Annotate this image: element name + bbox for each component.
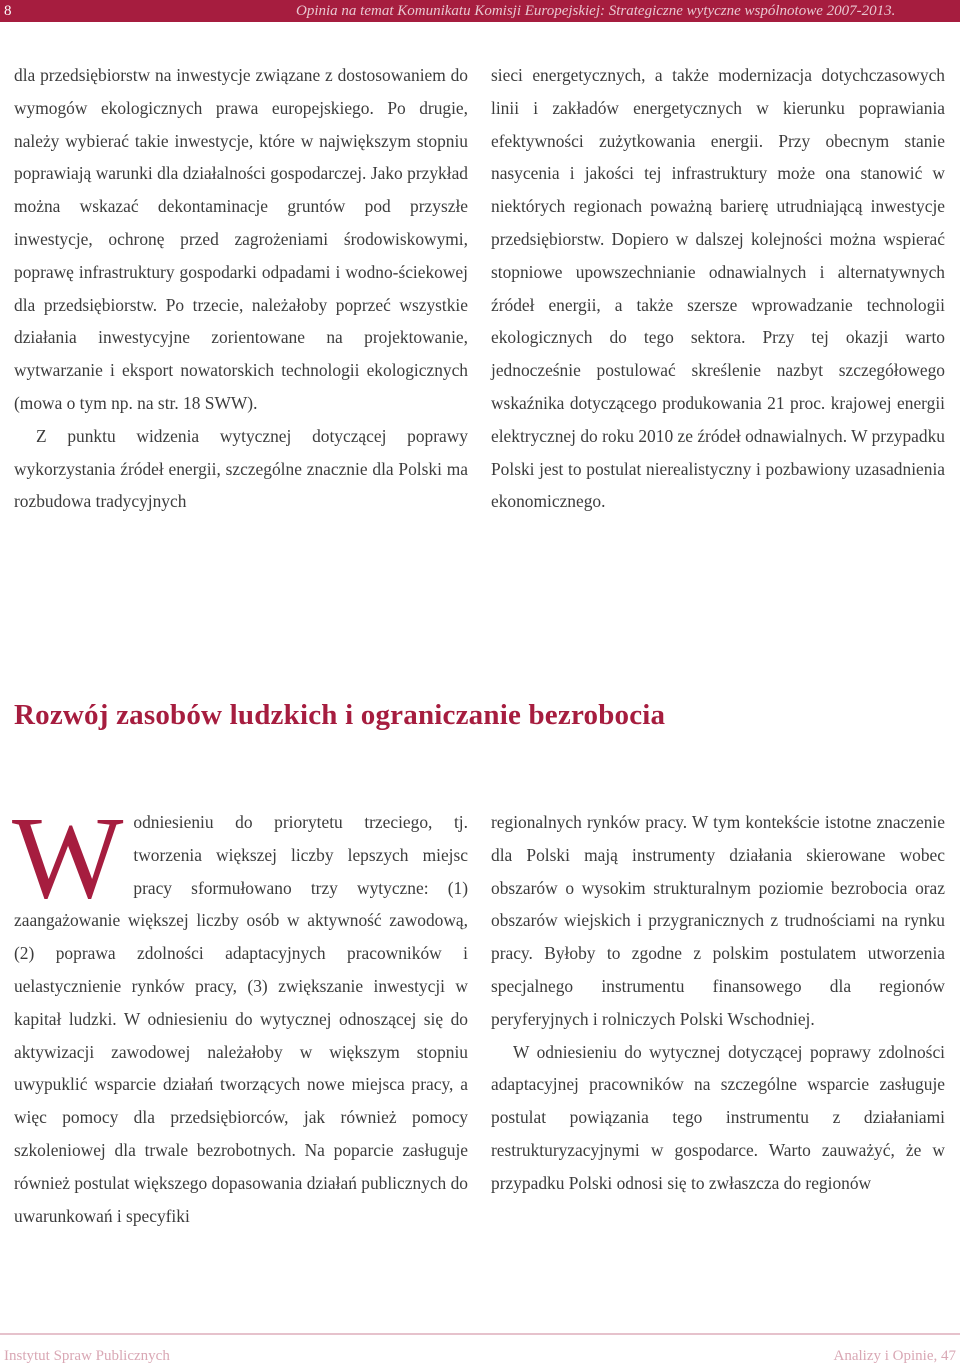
- page-number: 8: [4, 3, 12, 19]
- drop-cap: W: [12, 792, 124, 923]
- header-band: [0, 0, 960, 22]
- column-bottom-left: [12, 792, 468, 1232]
- paragraph: sieci energetycznych, a także modernizacja dotychczasowych linii i zakładów energetycznych w kierunku poprawiania efektywności zużytkowania energii. Przy obecnym stanie nasycenia i jakości tej infrastruktury może ona stanowić w niektórych regionach poważną barierę utrudniającą inwestycje przedsiębiorstw. Dopiero w dalszej kolejności można wspierać stopniowe upowszechnianie odnawialnych i alternatywnych źródeł energii, a także szersze wprowadzanie technologii ekologicznych do tego sektora. Przy tej okazji warto jednocześnie postulować skreślenie nazbyt szczegółowego wskaźnika dotyczącego produkowania 21 proc. krajowej energii elektrycznej do roku 2010 ze źródeł odnawialnych. W przypadku Polski jest to postulat nierealistyczny i pozbawiony uzasadnienia ekonomicznego.: [491, 65, 945, 512]
- running-title: Opinia na temat Komunikatu Komisji Europejskiej: Strategiczne wytyczne wspólnotowe 2007-2013.: [296, 3, 896, 19]
- footer-series: Analizy i Opinie, 47: [833, 1348, 956, 1364]
- paragraph: regionalnych rynków pracy. W tym kontekście istotne znaczenie dla Polski mają instrumenty działania skierowane wobec obszarów o wysokim strukturalnym poziomie bezrobocia oraz obszarów wiejskich i przygranicznych z trudnościami na rynku pracy. Byłoby to zgodne z polskim postulatem utworzenia specjalnego instrumentu finansowego dla regionów peryferyjnych i rolniczych Polski Wschodniej.: [491, 812, 945, 1029]
- column-bottom-right: [491, 806, 945, 1200]
- paragraph: [12, 792, 468, 1232]
- paragraph: Z punktu widzenia wytycznej dotyczącej poprawy wykorzystania źródeł energii, szczególne znacznie dla Polski ma rozbudowa tradycyjnych: [14, 425, 468, 512]
- section-heading: Rozwój zasobów ludzkich i ograniczanie bezrobocia: [14, 699, 666, 731]
- footer-rule: [0, 1333, 960, 1335]
- column-top-left: [14, 59, 468, 518]
- column-top-right: [491, 59, 945, 518]
- paragraph: W odniesieniu do wytycznej dotyczącej poprawy zdolności adaptacyjnej pracowników na szczególne wsparcie zasługuje postulat powiązania tego instrumentu z działaniami restrukturyzacyjnymi w gospodarce. Warto zauważyć, że w przypadku Polski odnosi się to zwłaszcza do regionów: [491, 1041, 945, 1193]
- paragraph: dla przedsiębiorstw na inwestycje związane z dostosowaniem do wymogów ekologicznych prawa europejskiego. Po drugie, należy wybierać takie inwestycje, które w największym stopniu poprawiają warunki dla działalności gospodarczej. Jako przykład można wskazać dekontaminacje gruntów pod przyszłe inwestycje, ochronę przed zagrożeniami środowiskowymi, poprawę infrastruktury gospodarki odpadami i wodno-ściekowej dla przedsiębiorstw. Po trzecie, należałoby poprzeć wszystkie działania inwestycyjne zorientowane na projektowanie, wytwarzanie i eksport nowatorskich technologii ekologicznych (mowa o tym np. na str. 18 SWW).: [14, 65, 468, 413]
- footer-publisher: Instytut Spraw Publicznych: [4, 1348, 170, 1364]
- paragraph-text: odniesieniu do priorytetu trzeciego, tj. tworzenia większej liczby lepszych miejsc pracy sformułowano trzy wytyczne: (1) zaangażowanie większej liczby osób w aktywność zawodową, (2) poprawa zdolności adaptacyjnych pracowników i uelastycznienie rynków pracy, (3) zwiększanie inwestycji w kapitał ludzki. W odniesieniu do wytycznej odnoszącej się do aktywizacji zawodowej należałoby w większym stopniu uwypuklić wsparcie działań tworzących nowe miejsca pracy, a więc pomocy dla przedsiębiorców, jak również pomocy szkoleniowej dla trwale bezrobotnych. Na poparcie zasługuje również postulat większego dopasowania działań publicznych do uwarunkowań i specyfiki: [14, 812, 468, 1226]
